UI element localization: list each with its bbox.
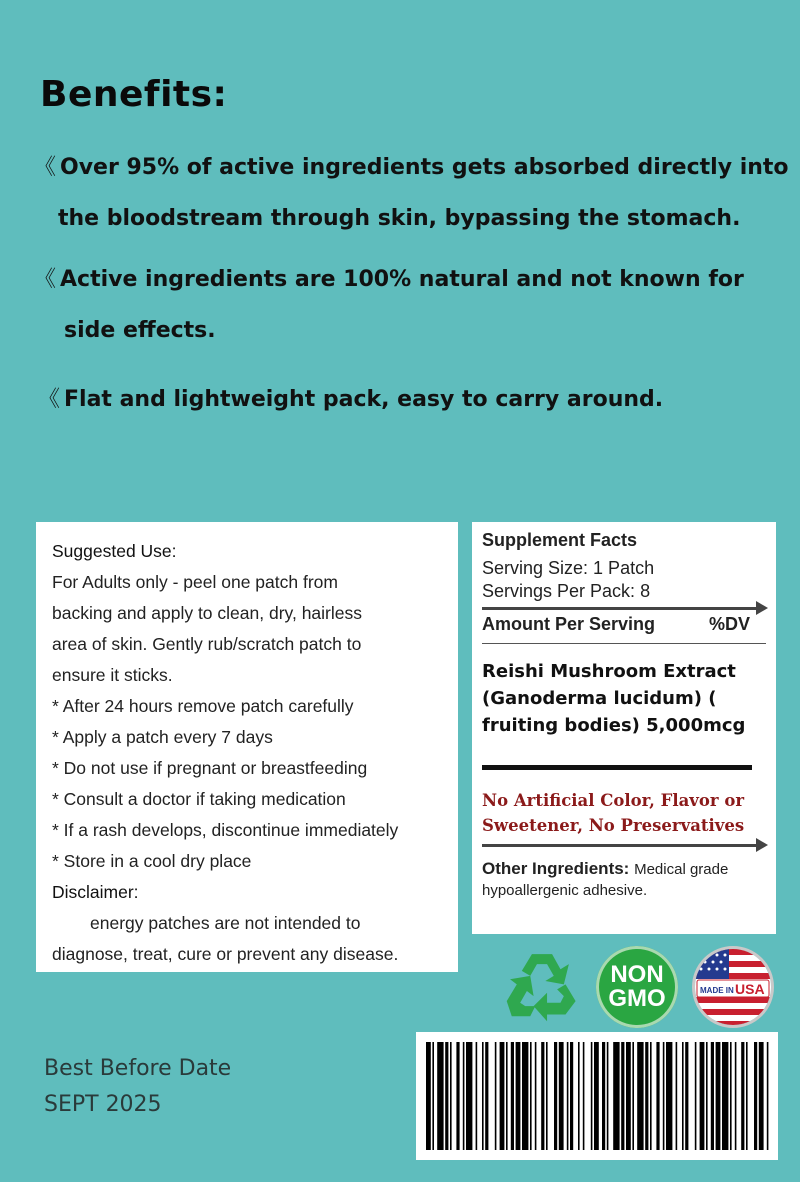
barcode-bar xyxy=(559,1042,564,1150)
made-in-text: MADE IN xyxy=(700,986,734,995)
suggested-use-panel xyxy=(36,522,458,972)
disclaimer-heading: Disclaimer: xyxy=(52,882,139,902)
barcode-bar xyxy=(495,1042,497,1150)
arrow-divider xyxy=(482,607,758,610)
barcode-bar xyxy=(554,1042,557,1150)
barcode-bar xyxy=(741,1042,744,1150)
barcode-bar xyxy=(656,1042,659,1150)
barcode-bar xyxy=(706,1042,708,1150)
barcode-bar xyxy=(759,1042,764,1150)
barcode-bar xyxy=(463,1042,465,1150)
barcode-bar xyxy=(522,1042,528,1150)
usage-bullet: * Do not use if pregnant or breastfeeding xyxy=(52,758,368,778)
usa-text: USA xyxy=(735,981,765,997)
amount-label: Amount Per Serving xyxy=(482,614,656,634)
barcode-bar xyxy=(546,1042,548,1150)
barcode-bar xyxy=(650,1042,652,1150)
benefit-line-1: 《 Over 95% of active ingredients gets absorbed directly into xyxy=(34,150,789,181)
usage-bullet: * If a rash develops, discontinue immediately xyxy=(52,820,399,840)
barcode-bar xyxy=(645,1042,648,1150)
barcode-bar xyxy=(767,1042,769,1150)
other-ingredients-value: hypoallergenic adhesive. xyxy=(482,882,648,899)
bullet-icon: 《 xyxy=(34,267,57,292)
supplement-facts-panel xyxy=(472,522,776,934)
recycle-icon xyxy=(500,944,584,1028)
made-in-usa-badge xyxy=(692,946,774,1028)
other-ingredients-label: Other Ingredients: xyxy=(482,859,630,878)
barcode-bar xyxy=(594,1042,599,1150)
usage-bullet: * Store in a cool dry place xyxy=(52,851,252,871)
barcode-bar xyxy=(716,1042,721,1150)
suggested-use-heading: Suggested Use: xyxy=(52,541,177,561)
barcode-bar xyxy=(621,1042,624,1150)
servings-per-pack: Servings Per Pack: 8 xyxy=(482,581,651,601)
usage-line: area of skin. Gently rub/scratch patch to xyxy=(52,634,362,654)
usage-line: ensure it sticks. xyxy=(52,665,173,685)
barcode-bar xyxy=(530,1042,532,1150)
barcode-bar xyxy=(541,1042,544,1150)
usage-bullet: * After 24 hours remove patch carefully xyxy=(52,696,354,716)
non-gmo-line: GMO xyxy=(608,985,666,1012)
ingredient-line: Reishi Mushroom Extract xyxy=(482,661,736,682)
non-gmo-badge xyxy=(596,946,678,1028)
barcode-bar xyxy=(506,1042,508,1150)
barcode-bar xyxy=(456,1042,459,1150)
barcode-bar xyxy=(516,1042,521,1150)
benefit-line-3: 《 Active ingredients are 100% natural and not known for xyxy=(34,262,744,293)
other-ingredients-value: Medical grade xyxy=(634,861,729,878)
barcode-bar xyxy=(476,1042,478,1150)
barcode-bar xyxy=(450,1042,452,1150)
barcode-bar xyxy=(663,1042,665,1150)
barcode-bar xyxy=(676,1042,678,1150)
barcode-bar xyxy=(426,1042,431,1150)
barcode-bar xyxy=(637,1042,643,1150)
barcode-bar xyxy=(583,1042,585,1150)
serving-size: Serving Size: 1 Patch xyxy=(482,558,655,578)
barcode-bar xyxy=(466,1042,472,1150)
disclaimer-line: energy patches are not intended to xyxy=(90,913,361,933)
non-gmo-line: NON xyxy=(610,961,664,988)
barcode-bar xyxy=(485,1042,488,1150)
barcode-bar xyxy=(591,1042,593,1150)
barcode-bar xyxy=(607,1042,609,1150)
arrow-divider xyxy=(482,844,758,847)
no-artificial-line: Sweetener, No Preservatives xyxy=(482,816,745,835)
usage-line: For Adults only - peel one patch from xyxy=(52,572,338,592)
barcode-bar xyxy=(695,1042,697,1150)
barcode-bar xyxy=(567,1042,569,1150)
dv-label: %DV xyxy=(708,614,750,634)
barcode-bar xyxy=(482,1042,484,1150)
benefit-line-5: 《 Flat and lightweight pack, easy to carry around. xyxy=(38,382,663,413)
barcode-bar xyxy=(445,1042,448,1150)
barcode-bar xyxy=(754,1042,757,1150)
barcode-bar xyxy=(700,1042,705,1150)
barcode-bar xyxy=(632,1042,634,1150)
thick-divider xyxy=(482,765,752,770)
barcode-bar xyxy=(511,1042,514,1150)
barcode-bar xyxy=(666,1042,672,1150)
usage-line: backing and apply to clean, dry, hairless xyxy=(52,603,362,623)
barcode-bar xyxy=(711,1042,714,1150)
benefits-title: Benefits: xyxy=(40,74,228,115)
usage-bullet: * Consult a doctor if taking medication xyxy=(52,789,346,809)
barcode-bar xyxy=(746,1042,748,1150)
ingredient-line: (Ganoderma lucidum) ( xyxy=(482,688,717,709)
other-ingredients xyxy=(482,859,766,901)
barcode-bar xyxy=(535,1042,537,1150)
barcode-bar xyxy=(578,1042,580,1150)
best-before-label: Best Before Date xyxy=(44,1056,232,1081)
best-before-date: SEPT 2025 xyxy=(44,1092,162,1117)
barcode-bar xyxy=(437,1042,443,1150)
ingredient-line: fruiting bodies) 5,000mcg xyxy=(482,715,746,736)
barcode xyxy=(416,1032,778,1160)
us-flag-icon xyxy=(695,949,771,1025)
benefit-line-2: the bloodstream through skin, bypassing the stomach. xyxy=(58,206,741,231)
barcode-bar xyxy=(626,1042,631,1150)
no-artificial-line: No Artificial Color, Flavor or xyxy=(482,791,745,810)
divider xyxy=(482,643,766,644)
barcode-bar xyxy=(613,1042,619,1150)
bullet-icon: 《 xyxy=(34,155,57,180)
barcode-icon xyxy=(416,1032,778,1160)
barcode-bar xyxy=(500,1042,505,1150)
barcode-bar xyxy=(735,1042,737,1150)
barcode-bar xyxy=(570,1042,573,1150)
benefit-line-4: side effects. xyxy=(64,318,216,343)
barcode-bar xyxy=(685,1042,688,1150)
disclaimer-line: diagnose, treat, cure or prevent any disease. xyxy=(52,944,399,964)
barcode-bar xyxy=(722,1042,728,1150)
barcode-bar xyxy=(602,1042,605,1150)
amount-per-serving-row xyxy=(482,614,766,635)
barcode-bar xyxy=(432,1042,434,1150)
bullet-icon: 《 xyxy=(38,387,61,412)
barcode-bar xyxy=(682,1042,684,1150)
barcode-bar xyxy=(730,1042,732,1150)
supplement-facts-title: Supplement Facts xyxy=(482,530,638,550)
usage-bullet: * Apply a patch every 7 days xyxy=(52,727,273,747)
